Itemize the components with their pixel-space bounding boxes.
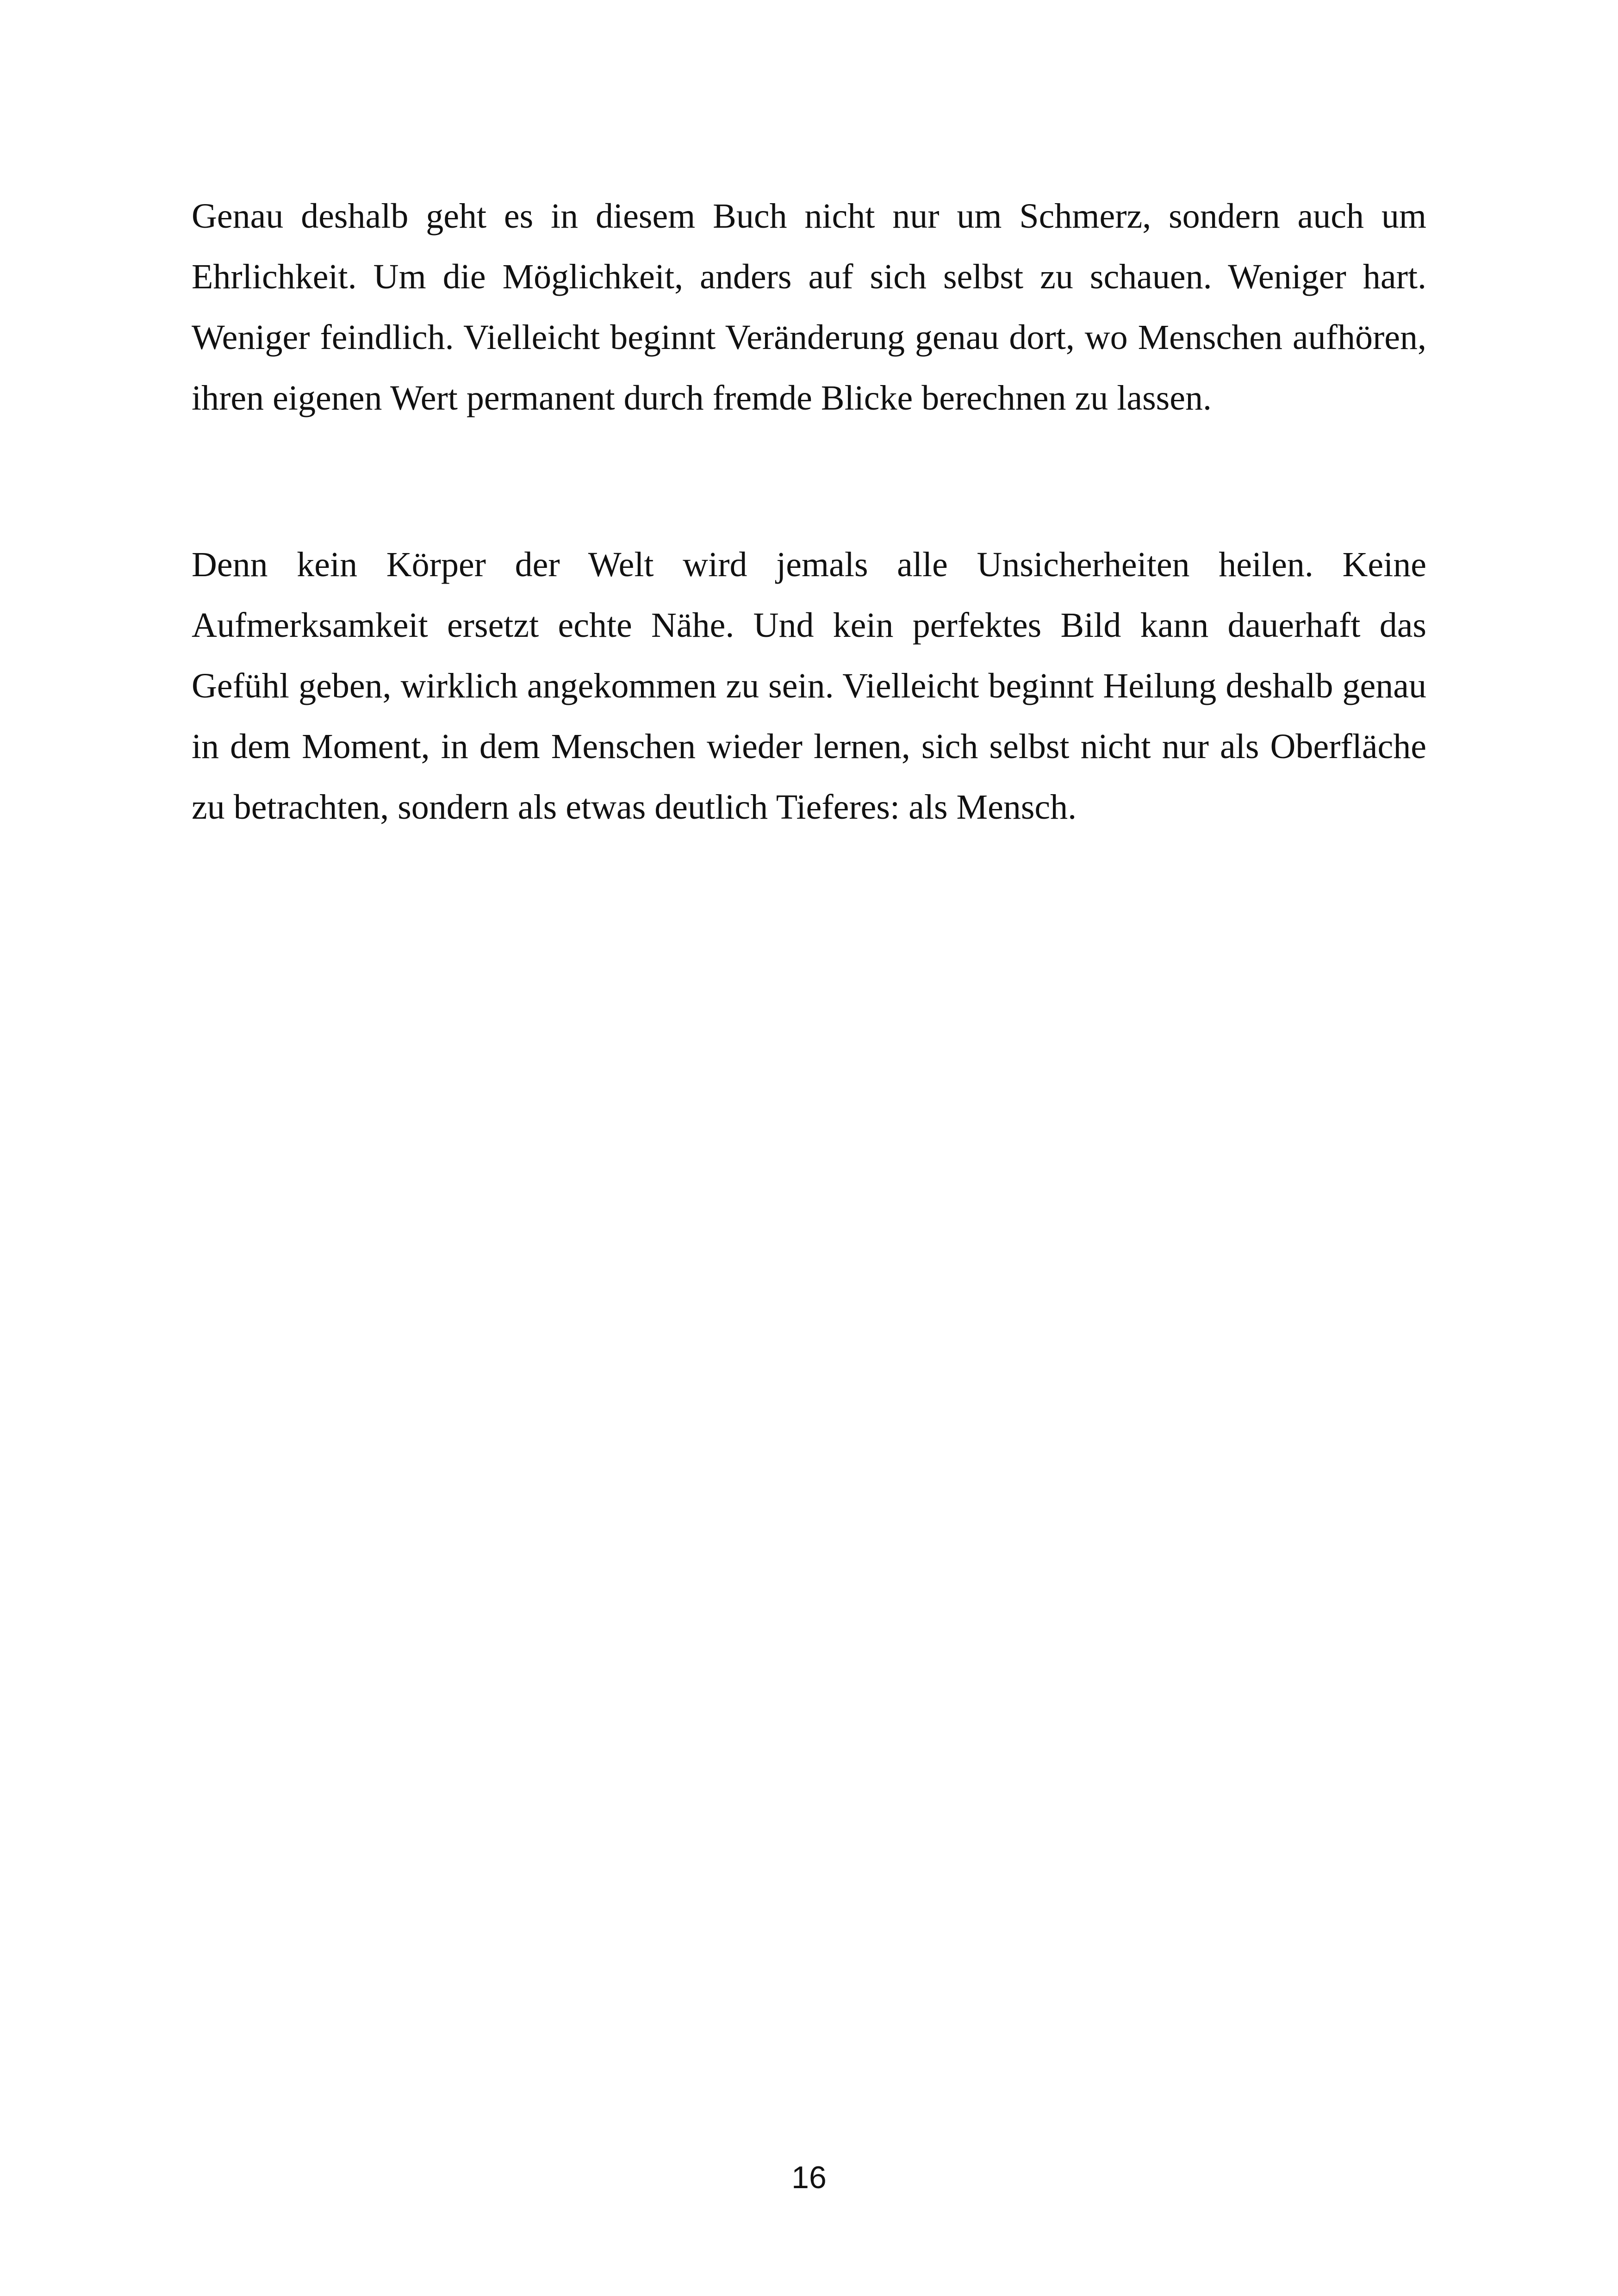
body-paragraph-2: Denn kein Körper der Welt wird jemals alle Unsicherheiten heilen. Keine Aufmerksamkeit ersetzt echte Nähe. Und kein perfektes Bild kann dauerhaft das Gefühl geben, wirklich angekommen zu sein. Vielleicht beginnt Heilung deshalb genau in dem Moment, in dem Menschen wieder lernen, sich selbst nicht nur als Oberfläche zu betrachten, sondern als etwas deutlich Tieferes: als Mensch. bbox=[192, 545, 1426, 827]
body-paragraph-1: Genau deshalb geht es in diesem Buch nicht nur um Schmerz, sondern auch um Ehrlichkeit. Um die Möglichkeit, anders auf sich selbst zu schauen. Weniger hart. Weniger feindlich. Vielleicht beginnt Veränderung genau dort, wo Menschen aufhören, ihren eigenen Wert permanent durch fremde Blicke berechnen zu lassen. bbox=[192, 197, 1426, 417]
page-number: 16 bbox=[791, 2160, 827, 2195]
